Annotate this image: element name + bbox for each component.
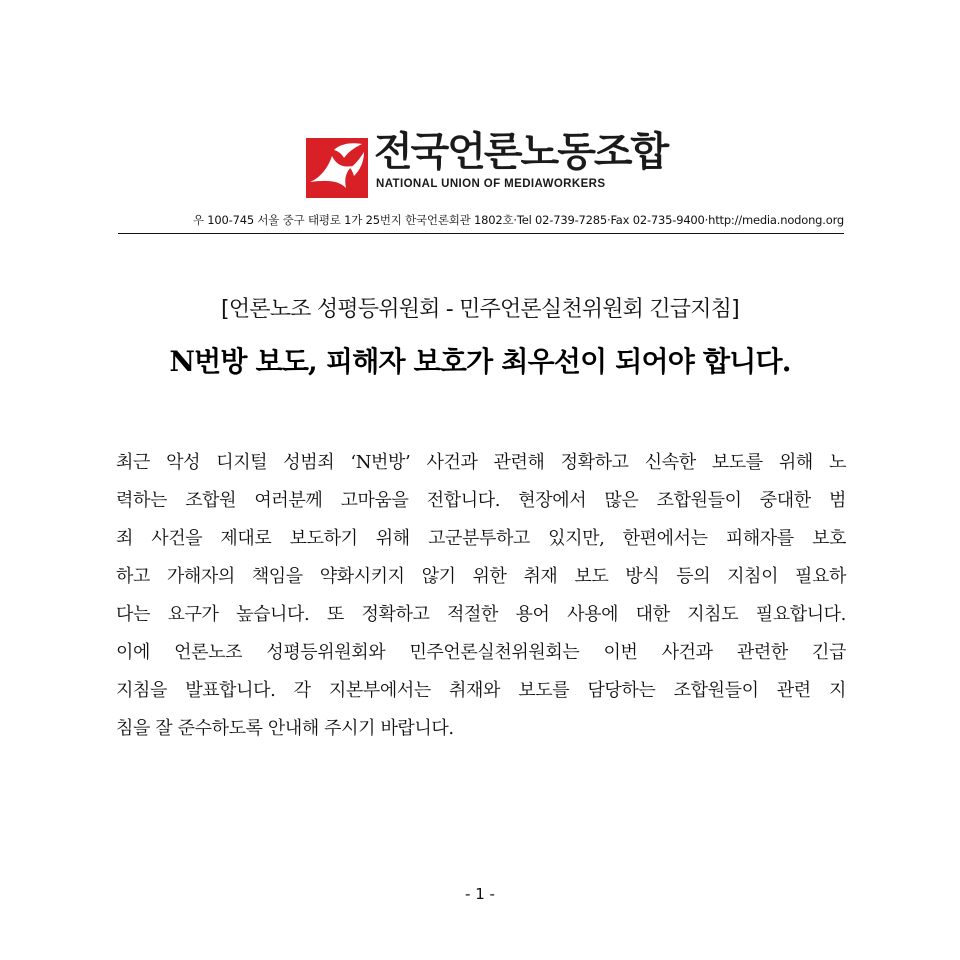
- union-emblem-icon: [306, 138, 368, 198]
- document-subtitle: [언론노조 성평등위원회 - 민주언론실천위원회 긴급지침]: [221, 297, 739, 322]
- body-line: 다는 요구가 높습니다. 또 정확하고 적절한 용어 사용에 대한 지침도 필요합니다.: [116, 604, 846, 625]
- union-name-english: NATIONAL UNION OF MEDIAWORKERS: [376, 178, 606, 190]
- letterhead: [0, 118, 960, 208]
- document-body: [116, 444, 846, 748]
- body-line: 죄 사건을 제대로 보도하기 위해 고군분투하고 있지만, 한편에서는 피해자를 보호: [116, 528, 846, 549]
- body-line: 최근 악성 디지털 성범죄 ‘N번방’ 사건과 관련해 정확하고 신속한 보도를 위해 노: [116, 452, 846, 473]
- body-line: 력하는 조합원 여러분께 고마움을 전합니다. 현장에서 많은 조합원들이 중대한 범: [116, 490, 846, 511]
- body-line: 하고 가해자의 책임을 약화시키지 않기 위한 취재 보도 방식 등의 지침이 필요하: [116, 566, 846, 587]
- document-title: N번방 보도, 피해자 보호가 최우선이 되어야 합니다.: [169, 345, 791, 378]
- body-line: 이에 언론노조 성평등위원회와 민주언론실천위원회는 이번 사건과 관련한 긴급: [116, 642, 846, 663]
- contact-address: 우 100-745 서울 중구 태평로 1가 25번지 한국언론회관 1802호·Tel 02-739-7285·Fax 02-735-9400·http://media.nodong.org: [192, 213, 844, 227]
- body-line: 침을 잘 준수하도록 안내해 주시기 바랍니다.: [116, 718, 454, 739]
- page-number: - 1 -: [465, 885, 495, 903]
- header-divider: [118, 233, 844, 234]
- body-line: 지침을 발표합니다. 각 지본부에서는 취재와 보도를 담당하는 조합원들이 관련 지: [116, 680, 846, 701]
- union-name: 전국언론노동조합: [374, 129, 668, 175]
